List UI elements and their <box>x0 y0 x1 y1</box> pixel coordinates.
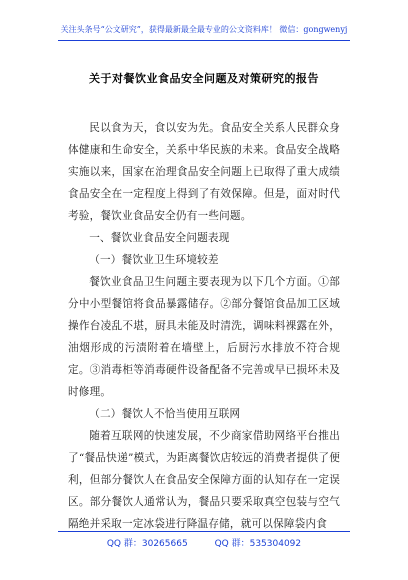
document-title: 关于对餐饮业食品安全问题及对策研究的报告 <box>89 72 319 85</box>
header-divider <box>58 40 350 41</box>
document-body <box>68 117 340 535</box>
subsection-heading-1: （一）餐饮业卫生环境较差 <box>89 254 219 266</box>
paragraph-internet: 随着互联网的快速发展，不少商家借助网络平台推出了“餐品快递”模式，为距离餐饮店较远的消费者提供了便利，但部分餐饮人在食品安全保障方面的认知存在一定误区。部分餐饮人通常认为，餐品只要采取真空包装与空气隔绝并采取一定冰袋进行降温存储，就可以保障袋内食 <box>68 430 340 530</box>
footer-qq-group-1: QQ 群：30265665 <box>106 539 188 549</box>
paragraph-intro: 民以食为天，食以安为先。食品安全关系人民群众身体健康和生命安全，关系中华民族的未来。食品安全战略实施以来，国家在治理食品安全问题上已取得了重大成绩食品安全在一定程度上得到了有效保障。但是，面对时代考验，餐饮业食品安全仍有一些问题。 <box>68 122 340 222</box>
section-heading-1: 一、餐饮业食品安全问题表现 <box>89 232 230 244</box>
page-header-promo: 关注头条号“公文研究”，获得最新最全最专业的公文资料库！ 微信：gongwenyj <box>60 25 348 34</box>
subsection-heading-2: （二）餐饮人不恰当使用互联网 <box>89 408 241 420</box>
page-footer <box>0 536 408 549</box>
footer-qq-group-2: QQ 群：535304092 <box>214 539 302 549</box>
footer-divider <box>58 531 350 532</box>
paragraph-hygiene: 餐饮业食品卫生问题主要表现为以下几个方面。①部分中小型餐馆将食品暴露储存。②部分餐馆食品加工区域操作台凌乱不堪，厨具未能及时清洗，调味料裸露在外，油烟形成的污渍附着在墙壁上，后厨污水排放不符合规定。③消毒柜等消毒硬件设备配备不完善或早已损坏未及时修理。 <box>68 276 340 398</box>
